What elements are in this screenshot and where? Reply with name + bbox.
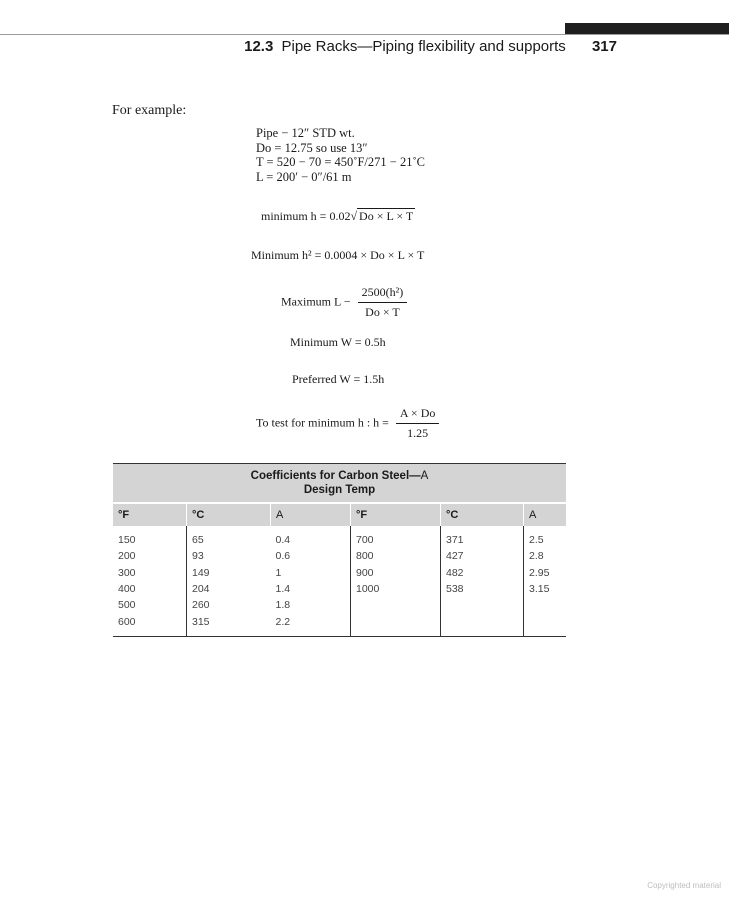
sqrt-symbol: √ Do × L × T xyxy=(350,209,414,223)
table-cell: 0.6 xyxy=(275,550,291,563)
table-row xyxy=(113,613,566,636)
table-cell: 2.2 xyxy=(271,613,351,636)
table-cell: 300 xyxy=(118,566,136,579)
given-line: Pipe − 12″ STD wt. xyxy=(256,126,355,140)
table-cell: 204 xyxy=(187,581,271,597)
table-cell xyxy=(351,597,441,613)
table-row xyxy=(113,526,566,548)
page-number: 317 xyxy=(591,38,617,55)
table-cell: 200 xyxy=(118,550,136,563)
fraction: $\frac{\text{2500(h²)}}{Do \times T}$ xyxy=(358,285,408,320)
table-row xyxy=(113,581,566,597)
table-cell: 538 xyxy=(441,581,524,597)
table-cell: 0.4 xyxy=(275,534,291,547)
column-header: °F xyxy=(113,503,187,526)
table-row xyxy=(113,565,566,581)
column-header: A xyxy=(524,503,567,526)
table-cell: 150 xyxy=(118,534,136,547)
table-caption: Coefficients for Carbon Steel—A Design Temp xyxy=(113,464,566,504)
table-cell: 700 xyxy=(351,526,441,548)
table-cell: 1 xyxy=(275,566,282,579)
table-cell xyxy=(524,613,567,636)
coefficients-table xyxy=(113,463,566,637)
table-cell: 800 xyxy=(351,548,441,564)
table-cell: 260 xyxy=(187,597,271,613)
table-cell: 482 xyxy=(441,565,524,581)
table-cell: 500 xyxy=(118,599,136,612)
table-cell: 65 xyxy=(187,526,271,548)
equation-maximum-l: Maximum L − $\frac{\text{2500(h²)}}{Do \times T}$ xyxy=(281,285,407,320)
table-cell xyxy=(524,597,567,613)
table-cell: 427 xyxy=(441,548,524,564)
running-header xyxy=(0,38,617,55)
table-cell xyxy=(351,613,441,636)
table-cell: 2.8 xyxy=(524,548,567,564)
copyright-watermark: Copyrighted material xyxy=(647,881,721,890)
table-cell: 2.5 xyxy=(524,526,567,548)
fraction: $\frac{A \times Do}{1.25}$ xyxy=(396,406,439,441)
equation-minimum-w: Minimum W = 0.5h xyxy=(290,335,386,349)
header-rule xyxy=(0,34,729,35)
table-cell: 1.4 xyxy=(275,583,291,596)
table-cell xyxy=(441,597,524,613)
table-cell: 3.15 xyxy=(524,581,567,597)
table-cell xyxy=(441,613,524,636)
table-cell: 371 xyxy=(441,526,524,548)
table-cell: 1000 xyxy=(351,581,441,597)
column-header: °F xyxy=(351,503,441,526)
table-cell: 600 xyxy=(113,613,187,636)
column-header: A xyxy=(271,503,351,526)
column-header: °C xyxy=(441,503,524,526)
section-number: 12.3 xyxy=(244,38,274,55)
table-cell: 900 xyxy=(351,565,441,581)
equation-preferred-w: Preferred W = 1.5h xyxy=(292,372,385,386)
equation-test-minimum-h: To test for minimum h : h = $\frac{A \times Do}{1.25}$ xyxy=(256,406,439,441)
table-cell: 2.95 xyxy=(524,565,567,581)
given-values xyxy=(256,126,425,184)
given-line: Do = 12.75 so use 13″ xyxy=(256,140,368,155)
column-header: °C xyxy=(187,503,271,526)
table-cell: 315 xyxy=(187,613,271,636)
table-cell: 93 xyxy=(187,548,271,564)
given-line: L = 200′ − 0″/61 m xyxy=(256,169,352,184)
table-cell: 149 xyxy=(187,565,271,581)
table-row xyxy=(113,548,566,564)
table-row xyxy=(113,597,566,613)
example-lead: For example: xyxy=(112,103,187,118)
table-cell: 400 xyxy=(118,583,136,596)
given-line: T = 520 − 70 = 450˚F/271 − 21˚C xyxy=(256,155,425,169)
equation-minimum-h: minimum h = 0.02√ Do × L × T xyxy=(261,209,414,223)
equation-minimum-h-squared: Minimum h² = 0.0004 × Do × L × T xyxy=(251,248,425,262)
table-cell: 1.8 xyxy=(275,599,291,612)
section-title: Pipe Racks—Piping flexibility and supports xyxy=(281,38,566,55)
